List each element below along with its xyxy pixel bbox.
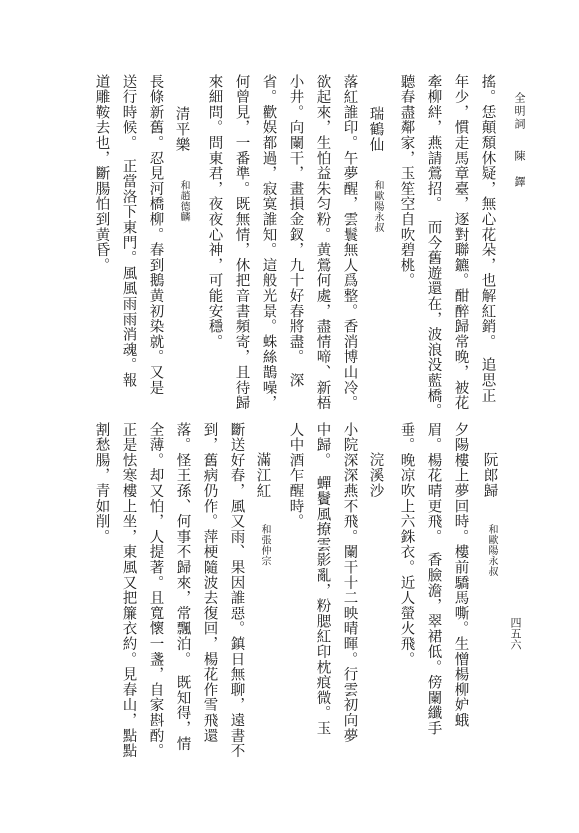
text-column: 何曾見，一番準。既無情，休把音書頻寄，且待歸: [233, 74, 250, 411]
poem-title: 瑞鶴仙: [367, 106, 384, 153]
text-column: 斷送好春，風又雨、果因誰惡。鎮日無聊，遠書不: [228, 422, 245, 759]
text-column: 到，舊病仍作。萍梗隨波去復回，楊花作雪飛還: [201, 422, 218, 744]
text-column: 小院深深燕不飛。闌干十二映晴暉。行雲初向夢: [341, 422, 358, 744]
text-column: 道雕鞍去也，斷腸怕到黄昏。: [93, 74, 110, 273]
text-column: 落紅誰印。午夢醒，雲鬟無人爲整。香消博山冷。: [341, 74, 358, 411]
text-column: 欲起來，生怕益朱匀粉。黄鶯何處，盡情啼、新梧: [314, 74, 331, 411]
poem-title: 滿江紅: [254, 452, 271, 499]
text-column: 割愁腸，青如削。: [93, 422, 110, 545]
poem-title: 清平樂: [173, 106, 190, 153]
text-column: 中歸。 蟬鬢風撩雲影亂，粉腮紅印枕痕微。玉: [314, 422, 331, 737]
text-column: 聽春盡鄰家，玉笙空自吹碧桃。: [398, 74, 415, 289]
text-column: 夕陽樓上夢回時。樓前驕馬嘶。生憎楊柳妒蛾: [452, 422, 469, 728]
page-number: 四五六: [509, 617, 522, 650]
poem-title: 阮郎歸: [481, 452, 498, 499]
text-column: 全薄。却又怕，人提著。且寬懷一盞，自家斟酌。: [147, 422, 164, 759]
poem-title: 浣溪沙: [367, 452, 384, 499]
running-head-author: 陳 鐸: [513, 150, 526, 189]
text-column: 搖。恁顛頹休疑，無心花朵，也解紅銷。 追思正: [479, 74, 496, 404]
text-column: 落。怪王孫、何事不歸來，常飄泊。 既知得，情: [174, 422, 191, 752]
poem-note: 和歐陽永叔: [486, 524, 497, 577]
text-column: 人中酒乍醒時。: [287, 422, 304, 530]
text-column: 省。歡娱都過，寂寞誰知。這般光景。蛛絲鵲噪，: [260, 74, 277, 411]
text-column: 年少，慣走馬章臺，逐對聯鑣。酣醉歸常晚，被花: [452, 74, 469, 411]
poem-note: 和張仲宗: [259, 524, 270, 566]
text-column: 小井。向闌干，畫損金釵，九十好春將盡。 深: [287, 74, 304, 389]
poem-note: 和趙德麟: [178, 180, 189, 222]
text-column: 正是怯寒樓上坐，東風又把簾衣約。見春山，點點: [120, 422, 137, 759]
text-column: 來細問。問東君，夜夜心神，可能安穩。: [206, 74, 223, 350]
text-column: 牽柳絆，燕請鶯招。 而今舊遊還在，波浪没藍橋。: [425, 74, 442, 419]
text-column: 垂。晚凉吹上六銖衣。近人螢火飛。: [398, 422, 415, 667]
poem-note: 和歐陽永叔: [372, 180, 383, 233]
text-column: 送行時候。 正當洛下東門。風風雨雨消魂。報: [120, 74, 137, 389]
text-column: 長條新舊。忍見河橋柳。春到鵝黄初染就。又是: [147, 74, 164, 396]
text-column: 眉。楊花晴更飛。 香臉澹，翠裙低。傍闌纖手: [425, 422, 442, 737]
running-head-book: 全明詞: [513, 92, 526, 131]
